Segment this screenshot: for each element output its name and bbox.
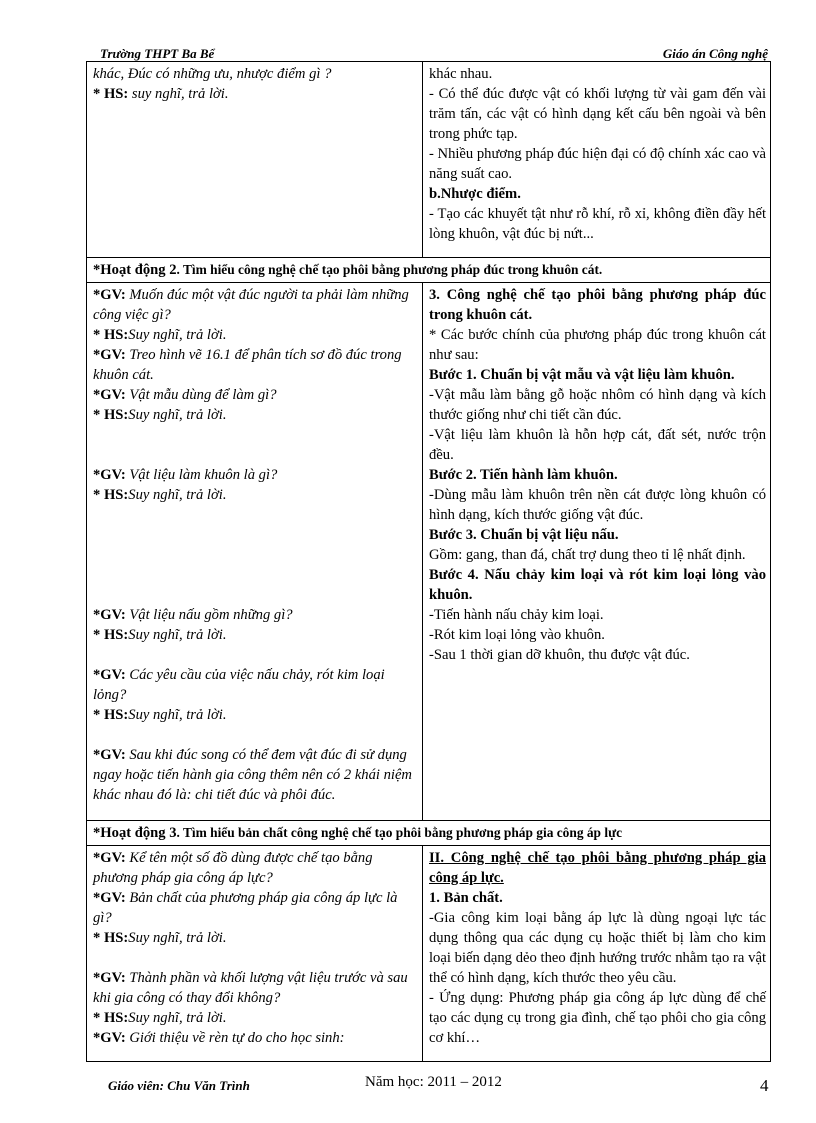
- dialog-line: [93, 705, 418, 725]
- speaker-label: *GV:: [93, 387, 130, 403]
- row2-teacher-activity: [87, 283, 423, 821]
- speaker-label: * HS:: [93, 1010, 129, 1026]
- content-line: -Rót kim loại lỏng vào khuôn.: [429, 627, 605, 643]
- dialog-line: [93, 745, 418, 805]
- content-line: -Tiến hành nấu chảy kim loại.: [429, 607, 604, 623]
- header-school: Trường THPT Ba Bể: [100, 46, 215, 61]
- dialog-line: [93, 465, 418, 485]
- speaker-label: *GV:: [93, 890, 130, 906]
- dialog-text: Bản chất của phương pháp gia công áp lực là gì?: [93, 890, 398, 926]
- footer-school-year: Năm học: 2011 – 2012: [365, 1074, 502, 1090]
- content-line: -Dùng mẫu làm khuôn trên nền cát được lòng khuôn có hình dạng, kích thước giống vật đúc.: [429, 487, 766, 523]
- dialog-line: [93, 345, 418, 385]
- content-line: -Vật liệu làm khuôn là hỗn hợp cát, đất sét, nước trộn đều.: [429, 427, 766, 463]
- content-line: - Nhiều phương pháp đúc hiện đại có độ chính xác cao và năng suất cao.: [429, 146, 766, 182]
- page-number: 4: [760, 1076, 769, 1095]
- content-heading: 1. Bản chất.: [429, 890, 503, 906]
- dialog-line: [93, 888, 418, 928]
- row3-teacher-activity: [87, 846, 423, 1062]
- content-line: - Ứng dụng: Phương pháp gia công áp lực dùng để chế tạo các dụng cụ trong gia đình, chế tạo phôi cho gia công cơ khí…: [429, 990, 766, 1046]
- dialog-line: [93, 285, 418, 325]
- content-line: * Các bước chính của phương pháp đúc trong khuôn cát như sau:: [429, 327, 766, 363]
- dialog-text: Thành phần và khối lượng vật liệu trước và sau khi gia công có thay đổi không?: [93, 970, 408, 1006]
- activity-2-heading: *Hoạt động 2. Tìm hiểu công nghệ chế tạo phôi bằng phương pháp đúc trong khuôn cát.: [87, 258, 771, 283]
- dialog-text: suy nghĩ, trả lời.: [131, 86, 229, 102]
- speaker-label: *GV:: [93, 850, 130, 866]
- dialog-line: [93, 928, 418, 948]
- content-line: - Có thể đúc được vật có khối lượng từ vài gam đến vài trăm tấn, các vật có hình dạng kết cấu bên ngoài và bên trong phức tạp.: [429, 86, 766, 142]
- dialog-text: Treo hình vẽ 16.1 để phân tích sơ đồ đúc trong khuôn cát.: [93, 347, 402, 383]
- dialog-text: Muốn đúc một vật đúc người ta phải làm những công việc gì?: [93, 287, 409, 323]
- dialog-line: [93, 848, 418, 888]
- speaker-label: * HS:: [93, 627, 129, 643]
- dialog-text: Vật liệu nấu gồm những gì?: [129, 607, 293, 623]
- dialog-text: Suy nghĩ, trả lời.: [128, 707, 227, 723]
- speaker-label: *GV:: [93, 970, 130, 986]
- dialog-line: [93, 84, 418, 104]
- activity-3-heading: *Hoạt động 3. Tìm hiểu bản chất công nghệ chế tạo phôi bằng phương pháp gia công áp lực: [87, 821, 771, 846]
- spacer: [93, 645, 418, 665]
- speaker-label: *GV:: [93, 667, 130, 683]
- dialog-line: [93, 325, 418, 345]
- dialog-text: Suy nghĩ, trả lời.: [128, 487, 227, 503]
- dialog-line: [93, 1008, 418, 1028]
- speaker-label: *GV:: [93, 1030, 130, 1046]
- spacer: [93, 505, 418, 605]
- dialog-line: [93, 64, 418, 84]
- content-line: -Gia công kim loại bằng áp lực là dùng ngoại lực tác dụng thông qua các dụng cụ hoặc thiết bị làm cho kim loại biến dạng dẻo theo định hướng trước nhằm tạo ra vật thể có hình dạng, kích thước theo yêu cầu.: [429, 910, 766, 986]
- content-heading: 3. Công nghệ chế tạo phôi bằng phương pháp đúc trong khuôn cát.: [429, 287, 766, 323]
- dialog-text: Các yêu cầu của việc nấu chảy, rót kim loại lỏng?: [93, 667, 385, 703]
- row1-teacher-activity: [87, 62, 423, 258]
- speaker-label: *GV:: [93, 347, 130, 363]
- content-line: b.Nhược điểm.: [429, 186, 521, 202]
- dialog-line: [93, 1028, 418, 1048]
- speaker-label: * HS:: [93, 707, 129, 723]
- speaker-label: * HS:: [93, 86, 132, 102]
- content-heading: Bước 3. Chuẩn bị vật liệu nấu.: [429, 527, 619, 543]
- dialog-line: [93, 665, 418, 705]
- dialog-text: Suy nghĩ, trả lời.: [128, 327, 227, 343]
- lesson-table: [86, 61, 771, 1062]
- dialog-line: [93, 625, 418, 645]
- footer-teacher: Giáo viên: Chu Văn Trình: [108, 1078, 250, 1093]
- content-line: -Sau 1 thời gian dỡ khuôn, thu được vật đúc.: [429, 647, 690, 663]
- speaker-label: *GV:: [93, 287, 130, 303]
- content-heading: Bước 2. Tiến hành làm khuôn.: [429, 467, 618, 483]
- speaker-label: * HS:: [93, 327, 129, 343]
- spacer: [93, 725, 418, 745]
- dialog-text: Vật mẫu dùng để làm gì?: [129, 387, 277, 403]
- dialog-text: Suy nghĩ, trả lời.: [128, 1010, 227, 1026]
- dialog-text: Suy nghĩ, trả lời.: [128, 930, 227, 946]
- dialog-text: Giới thiệu về rèn tự do cho học sinh:: [129, 1030, 345, 1046]
- speaker-label: * HS:: [93, 487, 129, 503]
- dialog-line: [93, 385, 418, 405]
- spacer: [93, 425, 418, 465]
- dialog-line: [93, 968, 418, 1008]
- speaker-label: *GV:: [93, 607, 130, 623]
- dialog-text: Vật liệu làm khuôn là gì?: [129, 467, 278, 483]
- speaker-label: * HS:: [93, 930, 129, 946]
- speaker-label: *GV:: [93, 467, 130, 483]
- content-line: khác nhau.: [429, 66, 493, 82]
- dialog-text: Sau khi đúc song có thể đem vật đúc đi sử dụng ngay hoặc tiến hành gia công thêm nên có 2 khái niệm khác nhau đó là: chi tiết đúc và phôi đúc.: [93, 747, 412, 803]
- content-heading: Bước 1. Chuẩn bị vật mẫu và vật liệu làm khuôn.: [429, 367, 735, 383]
- speaker-label: * HS:: [93, 407, 129, 423]
- row1-content: [423, 62, 771, 258]
- content-line: - Tạo các khuyết tật như rỗ khí, rỗ xỉ, không điền đầy hết lòng khuôn, vật đúc bị nứt...: [429, 206, 766, 242]
- dialog-line: [93, 605, 418, 625]
- dialog-text: Suy nghĩ, trả lời.: [128, 407, 227, 423]
- dialog-text: Kể tên một số đồ dùng được chế tạo bằng phương pháp gia công áp lực?: [93, 850, 373, 886]
- dialog-text: khác, Đúc có những ưu, nhược điểm gì ?: [93, 66, 332, 82]
- content-heading: Bước 4. Nấu chảy kim loại và rót kim loại lỏng vào khuôn.: [429, 567, 766, 603]
- content-line: -Vật mẫu làm bằng gỗ hoặc nhôm có hình dạng và kích thước giống như chi tiết cần đúc.: [429, 387, 766, 423]
- section-heading: II. Công nghệ chế tạo phôi bằng phương pháp gia công áp lực.: [429, 850, 766, 886]
- dialog-text: Suy nghĩ, trả lời.: [128, 627, 227, 643]
- dialog-line: [93, 405, 418, 425]
- header-subject: Giáo án Công nghệ: [662, 46, 768, 61]
- row3-content: [423, 846, 771, 1062]
- row2-content: [423, 283, 771, 821]
- dialog-line: [93, 485, 418, 505]
- content-line: Gồm: gang, than đá, chất trợ dung theo tỉ lệ nhất định.: [429, 547, 746, 563]
- spacer: [93, 948, 418, 968]
- speaker-label: *GV:: [93, 747, 130, 763]
